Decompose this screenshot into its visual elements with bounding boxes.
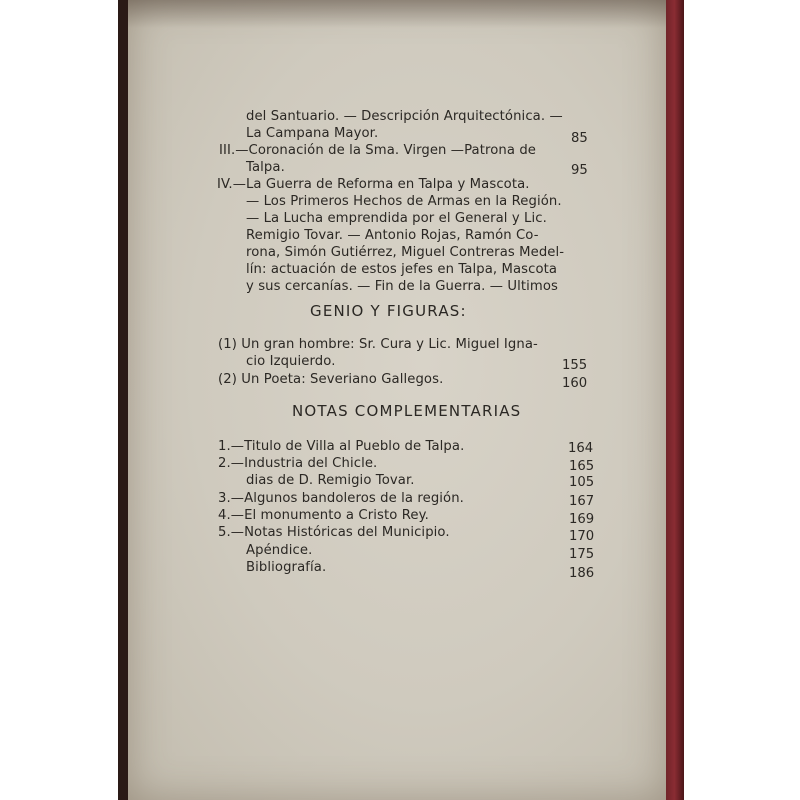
toc-page-number: 164 xyxy=(568,441,594,456)
toc-line: y sus cercanías. — Fin de la Guerra. — Ultimos xyxy=(246,279,558,294)
toc-line: del Santuario. — Descripción Arquitectónica. — xyxy=(246,109,563,124)
toc-line: (1) Un gran hombre: Sr. Cura y Lic. Miguel Igna- xyxy=(218,337,538,352)
section-heading: GENIO Y FIGURAS: xyxy=(310,302,467,320)
toc-line: Remigio Tovar. — Antonio Rojas, Ramón Co- xyxy=(246,228,539,243)
toc-page-number: 170 xyxy=(569,529,595,544)
toc-page-number: 105 xyxy=(569,475,595,490)
toc-line: dias de D. Remigio Tovar. xyxy=(246,473,415,488)
section-heading: NOTAS COMPLEMENTARIAS xyxy=(292,402,522,420)
toc-line: 3.—Algunos bandoleros de la región. xyxy=(218,491,464,506)
toc-line: — Los Primeros Hechos de Armas en la Región. xyxy=(246,194,562,209)
toc-line: III.—Coronación de la Sma. Virgen —Patrona de xyxy=(219,143,537,158)
book-page xyxy=(128,0,666,800)
toc-line: La Campana Mayor. xyxy=(246,126,379,141)
toc-line: (2) Un Poeta: Severiano Gallegos. xyxy=(218,372,444,387)
page-shadow xyxy=(128,0,666,28)
toc-line: 2.—Industria del Chicle. xyxy=(218,456,378,471)
toc-page-number: 175 xyxy=(569,547,595,562)
toc-line: Talpa. xyxy=(246,160,285,175)
toc-line: 5.—Notas Históricas del Municipio. xyxy=(218,525,450,540)
toc-page-number: 95 xyxy=(571,163,588,178)
toc-page-number: 160 xyxy=(562,376,588,391)
toc-line: — La Lucha emprendida por el General y Lic. xyxy=(246,211,547,226)
toc-line: 4.—El monumento a Cristo Rey. xyxy=(218,508,429,523)
toc-line: Apéndice. xyxy=(246,543,313,558)
toc-line: lín: actuación de estos jefes en Talpa, Mascota xyxy=(246,262,558,277)
toc-page-number: 169 xyxy=(569,512,595,527)
toc-line: IV.—La Guerra de Reforma en Talpa y Mascota. xyxy=(217,177,530,192)
toc-page-number: 165 xyxy=(569,459,595,474)
toc-line: cio Izquierdo. xyxy=(246,354,336,369)
toc-page-number: 186 xyxy=(569,566,595,581)
toc-line: rona, Simón Gutiérrez, Miguel Contreras Medel- xyxy=(246,245,565,260)
toc-page-number: 167 xyxy=(569,494,595,509)
toc-page-number: 85 xyxy=(571,131,588,146)
toc-line: Bibliografía. xyxy=(246,560,327,575)
toc-page-number: 155 xyxy=(562,358,588,373)
toc-line: 1.—Titulo de Villa al Pueblo de Talpa. xyxy=(218,439,465,454)
